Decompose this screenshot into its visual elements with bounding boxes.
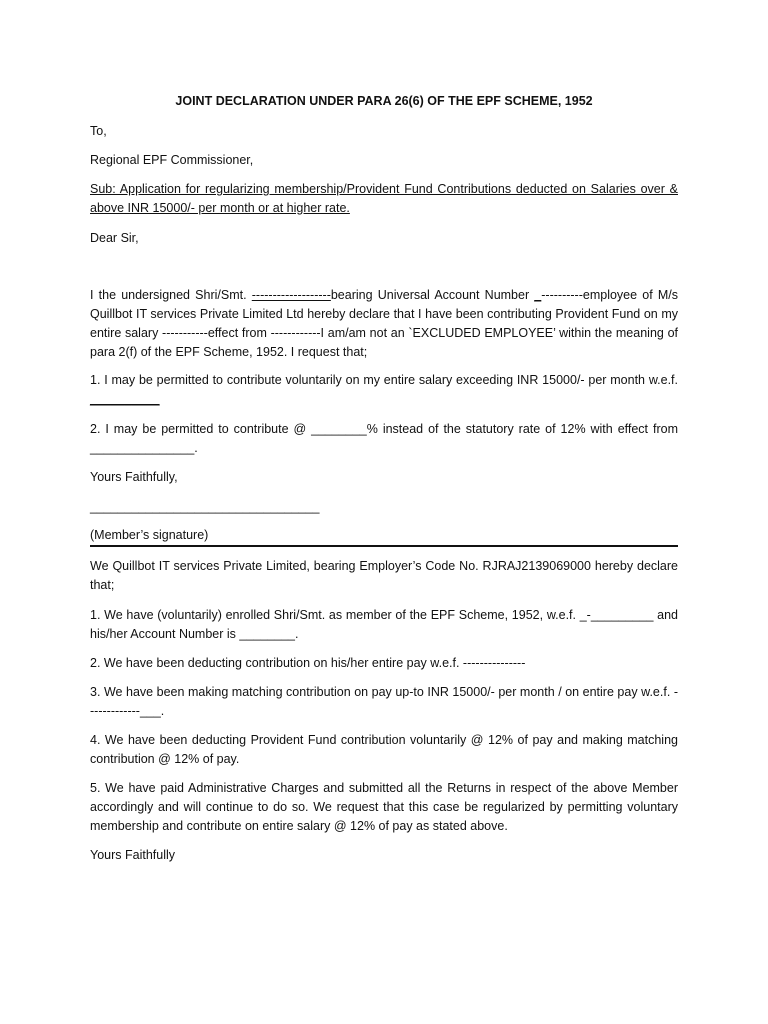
- request-1-blank: __________: [90, 392, 160, 406]
- declaration-text-part1: I the undersigned Shri/Smt.: [90, 288, 252, 302]
- document-page: [90, 0, 678, 1024]
- declaration-text-part3: ----------employee of M/s Quillbot IT services Private Limited Ltd hereby declare that I have been contributing Provident Fund on my entire salary -----------effect from ------------I am/am not an `EXCLUDED EMPLOYEE’ within the meaning of para 2(f) of the EPF Scheme, 1952. I request that;: [90, 288, 678, 359]
- member-declaration-paragraph: [90, 286, 678, 362]
- employer-point-3: 3. We have been making matching contribution on pay up-to INR 15000/- per month / on entire pay w.e.f. -------------___.: [90, 685, 678, 718]
- section-divider: [90, 545, 678, 547]
- addressee: Regional EPF Commissioner,: [90, 153, 254, 167]
- closing-employer: Yours Faithfully: [90, 848, 175, 862]
- employer-point-5: 5. We have paid Administrative Charges and submitted all the Returns in respect of the above Member accordingly and will continue to do so. We request that this case be regularized by permitting voluntary membership and contribute on entire salary @ 12% of pay as stated above.: [90, 781, 678, 833]
- signature-label: (Member’s signature): [90, 528, 209, 542]
- name-blank: -------------------: [251, 288, 331, 302]
- request-1-text: 1. I may be permitted to contribute voluntarily on my entire salary exceeding INR 15000/- per month w.e.f.: [90, 373, 678, 387]
- subject-line: Sub: Application for regularizing membership/Provident Fund Contributions deducted on Salaries over & above INR 15000/- per month or at higher rate.: [90, 182, 678, 215]
- request-1: [90, 371, 678, 409]
- salutation: Dear Sir,: [90, 231, 139, 245]
- employer-point-1: 1. We have (voluntarily) enrolled Shri/Smt. as member of the EPF Scheme, 1952, w.e.f. _-_________ and his/her Account Number is ________.: [90, 608, 678, 641]
- employer-point-4: 4. We have been deducting Provident Fund contribution voluntarily @ 12% of pay and making matching contribution @ 12% of pay.: [90, 733, 678, 766]
- document-title: JOINT DECLARATION UNDER PARA 26(6) OF THE EPF SCHEME, 1952: [175, 94, 593, 108]
- employer-point-2: 2. We have been deducting contribution on his/her entire pay w.e.f. ---------------: [90, 656, 526, 670]
- signature-line: _________________________________: [90, 500, 320, 514]
- employer-declaration-intro: We Quillbot IT services Private Limited, bearing Employer’s Code No. RJRAJ2139069000 hereby declare that;: [90, 559, 678, 592]
- declaration-text-part2: bearing Universal Account Number: [330, 288, 535, 302]
- uan-blank: _: [534, 288, 542, 302]
- request-2: 2. I may be permitted to contribute @ ________% instead of the statutory rate of 12% with effect from _______________.: [90, 422, 678, 455]
- closing-member: Yours Faithfully,: [90, 470, 178, 484]
- to-line: To,: [90, 124, 107, 138]
